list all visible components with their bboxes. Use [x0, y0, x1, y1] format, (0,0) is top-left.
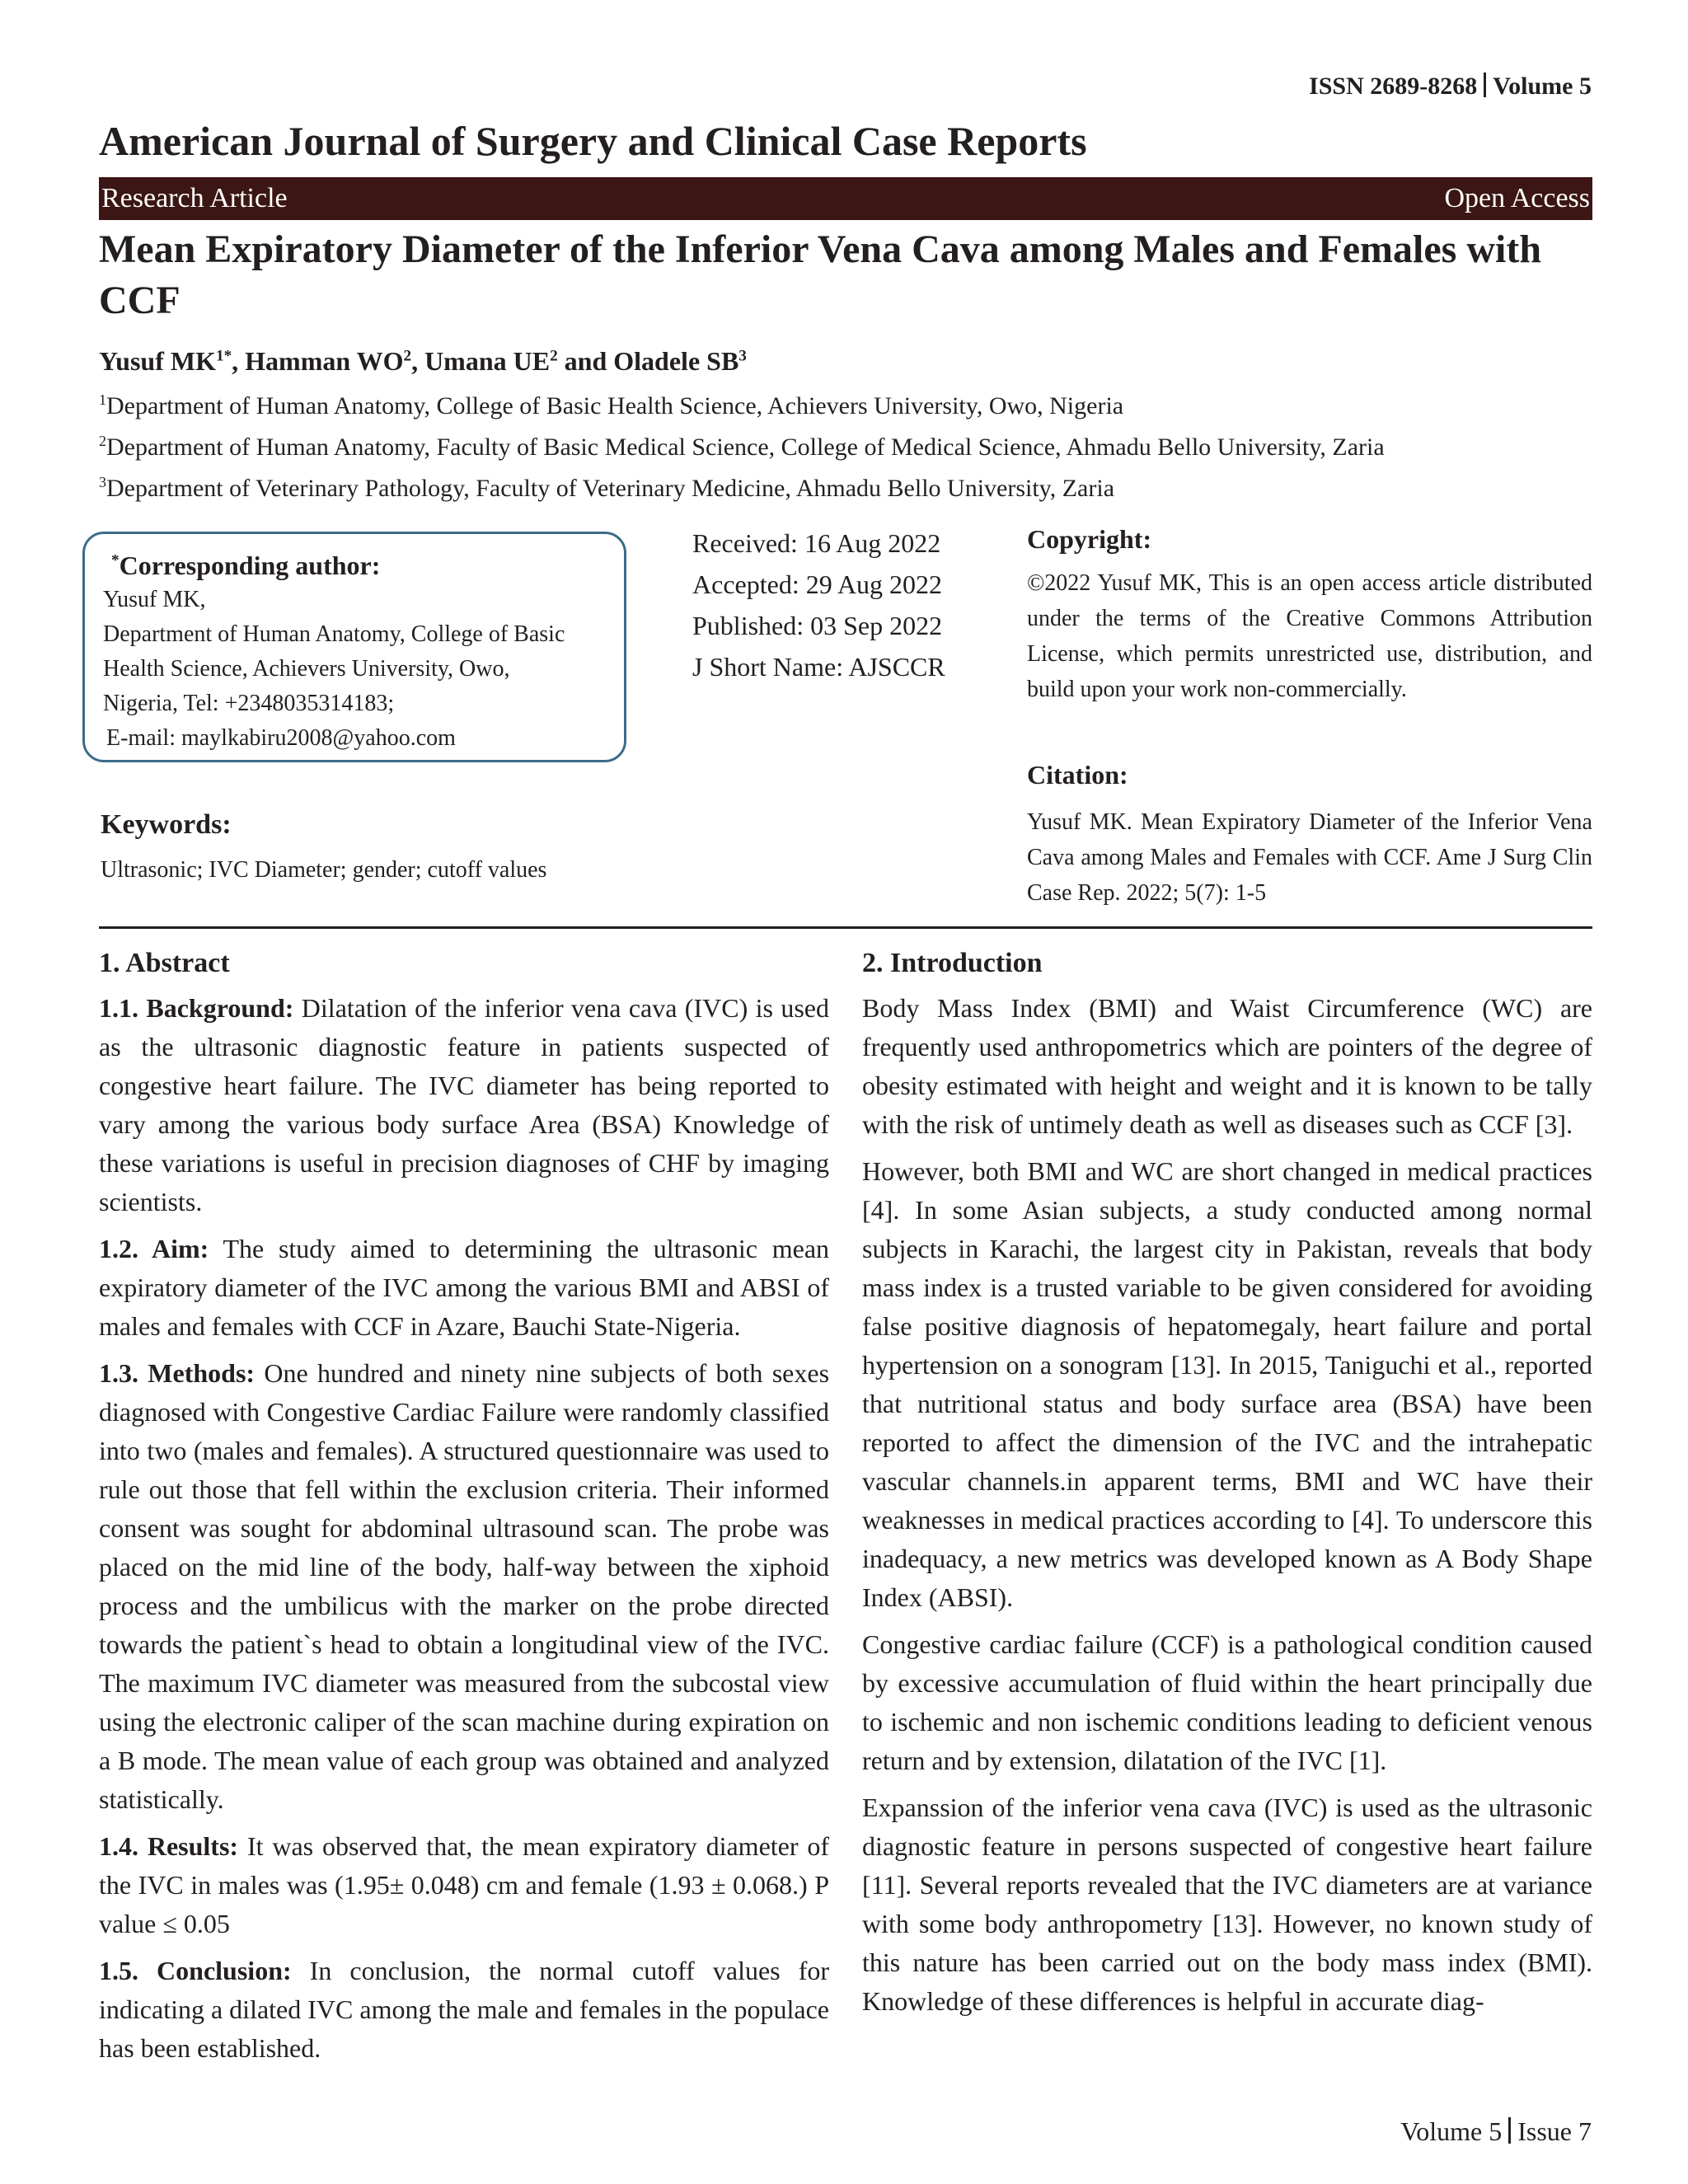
author-separator: ,	[232, 346, 246, 376]
abstract-column	[99, 943, 829, 2076]
abstract-results	[99, 1827, 829, 1943]
footer-issue: Issue 7	[1517, 2116, 1592, 2146]
citation-heading: Citation:	[1027, 760, 1128, 790]
header-volume: Volume 5	[1493, 73, 1592, 100]
abstract-heading: 1. Abstract	[99, 948, 230, 978]
section-label: 1.2. Aim:	[99, 1234, 209, 1263]
author-name: Umana UE	[424, 346, 551, 376]
affiliation-number: 3	[99, 474, 106, 490]
section-label: 1.3. Methods:	[99, 1358, 256, 1388]
separator	[1508, 2117, 1511, 2144]
author-affiliation-mark: 3	[738, 347, 747, 365]
article-title: Mean Expiratory Diameter of the Inferior Vena Cava among Males and Females with CCF	[99, 227, 1542, 322]
affiliation-2	[99, 434, 1385, 462]
section-label: 1.5. Conclusion:	[99, 1956, 292, 1985]
introduction-paragraph: Congestive cardiac failure (CCF) is a pathological condition caused by excessive accumulation of fluid within the heart principally due to ischemic and non ischemic conditions leading to deficient venous return and by extension, dilatation of the IVC [1].	[862, 1629, 1592, 1775]
page-footer	[1400, 2116, 1592, 2147]
abstract-aim	[99, 1230, 829, 1346]
section-label: 1.1. Background:	[99, 993, 294, 1023]
issn-volume	[1309, 73, 1592, 101]
affiliation-3	[99, 475, 1114, 503]
abstract-conclusion	[99, 1952, 829, 2068]
author-list	[99, 346, 747, 377]
introduction-paragraph: Expanssion of the inferior vena cava (IVC) is used as the ultrasonic diagnostic feature in persons suspected of congestive heart failure [11]. Several reports revealed that the IVC diameters are at variance with some body anthropometry [13]. However, no known study of this nature has been carried out on the body mass index (BMI). Knowledge of these differences is helpful in accurate diag-	[862, 1793, 1592, 2016]
section-text: The study aimed to determining the ultrasonic mean expiratory diameter of the IVC among the various BMI and ABSI of males and females with CCF in Azare, Bauchi State-Nigeria.	[99, 1234, 830, 1341]
author-affiliation-mark: 1*	[215, 347, 232, 365]
keywords-text: Ultrasonic; IVC Diameter; gender; cutoff values	[101, 857, 547, 883]
corresponding-author-phone: Nigeria, Tel: +2348035314183;	[103, 691, 395, 716]
abstract-methods	[99, 1354, 829, 1819]
copyright-heading: Copyright:	[1027, 524, 1152, 554]
journal-title: American Journal of Surgery and Clinical Case Reports	[99, 118, 1087, 164]
introduction-heading: 2. Introduction	[862, 948, 1043, 978]
corresponding-author-heading	[111, 551, 380, 581]
corresponding-author-address: Health Science, Achievers University, Owo,	[103, 656, 510, 682]
section-label: 1.4. Results:	[99, 1831, 239, 1861]
article-dates	[692, 523, 945, 687]
corresponding-author-email: E-mail: maylkabiru2008@yahoo.com	[106, 725, 456, 751]
introduction-paragraph: Body Mass Index (BMI) and Waist Circumference (WC) are frequently used anthropometrics which are pointers of the degree of obesity estimated with height and weight and it is known to be tally with the risk of untimely death as well as diseases such as CCF [3].	[862, 993, 1592, 1139]
section-text: One hundred and ninety nine subjects of both sexes diagnosed with Congestive Cardiac Failure were randomly classified into two (males and females). A structured questionnaire was used to rule out those that fell within the exclusion criteria. Their informed consent was sought for abdominal ultrasound scan. The probe was placed on the mid line of the body, half-way between the xiphoid process and the umbilicus with the marker on the probe directed towards the patient`s head to obtain a longitudinal view of the IVC. The maximum IVC diameter was measured from the subcostal view using the electronic caliper of the scan machine during expiration on a B mode. The mean value of each group was obtained and analyzed statistically.	[99, 1358, 830, 1814]
open-access-label: Open Access	[1444, 183, 1590, 213]
copyright-text: ©2022 Yusuf MK, This is an open access article distributed under the terms of the Creative Commons Attribution License, which permits unrestricted use, distribution, and build upon your work non-commercially.	[1027, 570, 1592, 702]
affiliation-text: Department of Veterinary Pathology, Faculty of Veterinary Medicine, Ahmadu Bello University, Zaria	[106, 475, 1115, 502]
section-text: It was observed that, the mean expiratory diameter of the IVC in males was (1.95± 0.048) cm and female (1.93 ± 0.068.) P value ≤ 0.05	[99, 1831, 830, 1938]
journal-short-name: J Short Name: AJSCCR	[692, 652, 945, 682]
affiliation-number: 1	[99, 391, 106, 408]
author-separator: and	[557, 346, 614, 376]
section-text: Dilatation of the inferior vena cava (IVC) is used as the ultrasonic diagnostic feature in patients suspected of congestive heart failure. The IVC diameter has being reported to vary among the various body surface Area (BSA) Knowledge of these variations is useful in precision diagnoses of CHF by imaging scientists.	[99, 993, 830, 1216]
author-name: Yusuf MK	[99, 346, 216, 376]
author-name: Oladele SB	[613, 346, 739, 376]
article-type: Research Article	[101, 183, 288, 213]
author-affiliation-mark: 2	[403, 347, 412, 365]
author-separator: ,	[411, 346, 425, 376]
corresponding-star: *	[111, 551, 120, 569]
corresponding-author-name: Yusuf MK,	[103, 587, 206, 612]
affiliation-number: 2	[99, 433, 106, 449]
introduction-column	[862, 943, 1592, 2029]
author-affiliation-mark: 2	[550, 347, 558, 365]
affiliation-text: Department of Human Anatomy, Faculty of Basic Medical Science, College of Medical Science, Ahmadu Bello University, Zaria	[106, 434, 1385, 461]
footer-volume: Volume 5	[1400, 2116, 1503, 2146]
citation-text: Yusuf MK. Mean Expiratory Diameter of the Inferior Vena Cava among Males and Females with CCF. Ame J Surg Clin Case Rep. 2022; 5(7): 1-5	[1027, 809, 1592, 906]
published-date: Published: 03 Sep 2022	[692, 611, 943, 640]
separator	[1484, 73, 1486, 97]
introduction-paragraph: However, both BMI and WC are short changed in medical practices [4]. In some Asian subjects, a study conducted among normal subjects in Karachi, the largest city in Pakistan, reveals that body mass index is a trusted variable to be given considered for avoiding false positive diagnosis of hepatomegaly, heart failure and portal hypertension on a sonogram [13]. In 2015, Taniguchi et al., reported that nutritional status and body surface area (BSA) have been reported to affect the dimension of the IVC and the intrahepatic vascular channels.in apparent terms, BMI and WC have their weaknesses in medical practices according to [4]. To underscore this inadequacy, a new metrics was developed known as A Body Shape Index (ABSI).	[862, 1156, 1592, 1612]
abstract-background	[99, 989, 829, 1221]
affiliation-text: Department of Human Anatomy, College of Basic Health Science, Achievers University, Owo, Nigeria	[106, 392, 1124, 419]
issn: ISSN 2689-8268	[1309, 73, 1478, 100]
corresponding-author-box	[82, 532, 626, 762]
corresponding-author-address: Department of Human Anatomy, College of Basic	[103, 621, 565, 647]
section-divider	[99, 926, 1592, 929]
article-type-band	[99, 177, 1592, 220]
corresponding-heading-text: Corresponding author:	[119, 551, 381, 580]
section-text: In conclusion, the normal cutoff values for indicating a dilated IVC among the male and females in the populace has been established.	[99, 1956, 830, 2063]
author-name: Hamman WO	[245, 346, 404, 376]
affiliation-1	[99, 392, 1123, 420]
keywords-heading: Keywords:	[101, 809, 232, 840]
accepted-date: Accepted: 29 Aug 2022	[692, 569, 943, 599]
received-date: Received: 16 Aug 2022	[692, 528, 941, 558]
